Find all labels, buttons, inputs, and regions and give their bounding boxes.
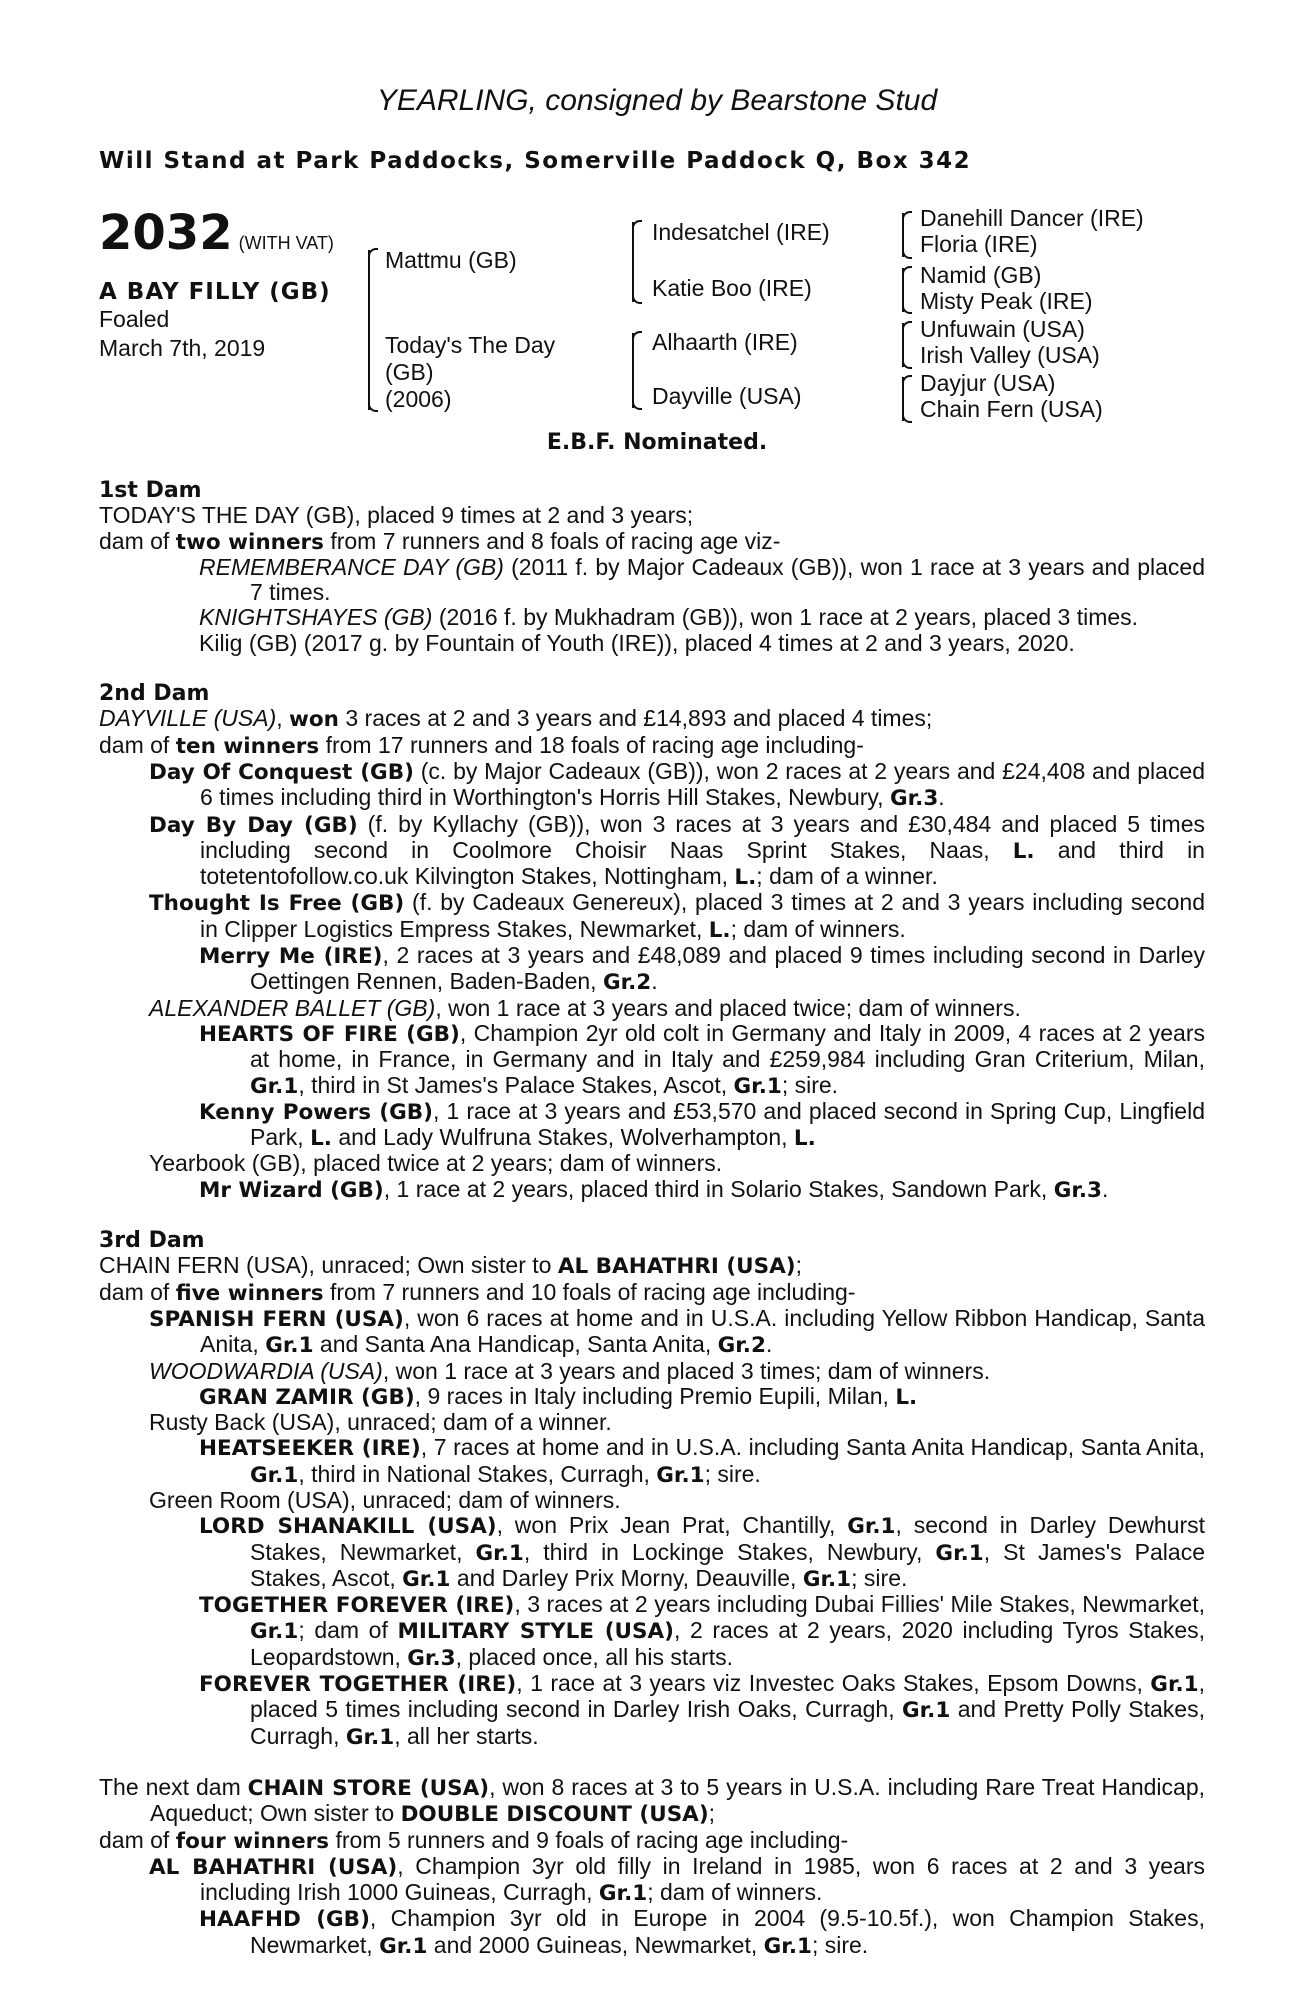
produce-entry: Rusty Back (USA), unraced; dam of a winner.	[149, 1409, 612, 1436]
grade: Gr.1	[902, 1698, 951, 1724]
pedigree-brace-g3	[902, 323, 904, 367]
horse-name: Day Of Conquest (GB)	[149, 759, 414, 785]
produce-entry	[99, 812, 1205, 891]
text-run: from 7 runners and 8 foals of racing age viz-	[323, 527, 781, 554]
foaled-info	[99, 305, 265, 363]
grade: Gr.3	[1053, 1177, 1102, 1203]
pedigree-brace-g1	[902, 213, 904, 257]
produce-entry	[99, 759, 1205, 812]
horse-name: Day By Day (GB)	[149, 812, 358, 838]
grand-produce-entry	[99, 1513, 1205, 1592]
text-run: from 7 runners and 10 foals of racing age including-	[323, 1278, 856, 1305]
text-run: , won 6 races at home and in U.S.A. including Yellow Ribbon Handicap, Santa Anita,	[200, 1304, 1205, 1358]
lot-heading	[99, 205, 334, 261]
grand-produce-entry	[99, 1021, 1205, 1099]
text-run: from 5 runners and 9 foals of racing age including-	[329, 1826, 849, 1853]
text-run: ,	[276, 705, 290, 732]
pedigree-g3: Namid (GB)	[920, 262, 1042, 288]
text-run: , 1 race at 2 years, placed third in Solario Stakes, Sandown Park,	[383, 1175, 1054, 1202]
text-run: .	[765, 1331, 773, 1358]
pedigree-g5: Unfuwain (USA)	[920, 316, 1085, 342]
text-run: ; sire.	[811, 1931, 869, 1958]
second-dam-produce	[99, 733, 1205, 759]
text-run: ;	[795, 1252, 802, 1279]
horse-name: CHAIN STORE (USA)	[247, 1775, 490, 1801]
text-run: , won Prix Jean Prat, Chantilly,	[496, 1512, 848, 1539]
pedigree-dam-sire: Alhaarth (IRE)	[652, 329, 798, 355]
third-dam-line	[99, 1253, 1205, 1279]
pedigree-brace-g4	[902, 377, 904, 421]
horse-name: DOUBLE DISCOUNT (USA)	[400, 1802, 709, 1828]
horse-name: KNIGHTSHAYES (GB)	[199, 604, 433, 631]
pedigree-brace-dam	[632, 333, 634, 408]
grade: Gr.1	[379, 1933, 428, 1959]
second-dam-heading: 2nd Dam	[99, 681, 210, 707]
grade: L.	[310, 1126, 332, 1152]
text-run: , 9 races in Italy including Premio Eupili, Milan,	[414, 1382, 896, 1409]
text-run: ; dam of	[298, 1617, 398, 1644]
text-run: (c. by Major Cadeaux (GB)), won 2 races at 2 years and £24,408 and placed 6 times including third in Worthington's Horris Hill Stakes, Newbury,	[200, 757, 1205, 811]
grand-produce-entry	[99, 1384, 1205, 1410]
text-run: ; dam of winners.	[730, 915, 906, 942]
stand-location: Will Stand at Park Paddocks, Somerville Paddock Q, Box 342	[99, 148, 972, 174]
grand-produce-entry	[99, 1435, 1205, 1488]
horse-name: Kenny Powers (GB)	[199, 1099, 433, 1125]
winners-count: two winners	[175, 529, 324, 555]
pedigree-g1: Danehill Dancer (IRE)	[920, 205, 1144, 231]
grade: Gr.1	[250, 1073, 299, 1099]
grand-produce-entry	[99, 1592, 1205, 1671]
text-run: dam of	[99, 1278, 176, 1305]
text-run: , Champion 3yr old in Europe in 2004 (9.5-10.5f.), won Champion Stakes, Newmarket,	[250, 1905, 1205, 1958]
pedigree-brace-sire	[632, 222, 634, 302]
text-run: , placed once, all his starts.	[455, 1643, 734, 1670]
horse-name: Merry Me (IRE)	[199, 944, 383, 970]
grand-produce-entry	[99, 1671, 1205, 1750]
grade: L.	[793, 1126, 816, 1152]
text-run: ;	[708, 1800, 716, 1827]
grade: Gr.1	[1150, 1672, 1199, 1698]
produce-entry	[99, 996, 1205, 1021]
third-dam-produce	[99, 1280, 1205, 1306]
pedigree-sire-dam: Katie Boo (IRE)	[652, 275, 812, 301]
horse-name: DAYVILLE (USA)	[99, 705, 277, 732]
foaled-label: Foaled	[99, 306, 170, 332]
text-run: , second in Darley Dewhurst Stakes, Newmarket,	[250, 1512, 1205, 1565]
text-run: and Santa Ana Handicap, Santa Anita,	[313, 1331, 718, 1358]
lot-number: 2032	[99, 205, 233, 261]
lot-name: A BAY FILLY (GB)	[99, 279, 331, 305]
vat-note: (WITH VAT)	[238, 233, 334, 253]
pedigree-dam-country: (GB)	[385, 359, 434, 385]
grade: Gr.1	[763, 1933, 812, 1959]
grade: Gr.1	[847, 1514, 896, 1540]
pedigree-dam-dam: Dayville (USA)	[652, 383, 802, 409]
winners-count: ten winners	[175, 733, 320, 759]
grade: Gr.3	[889, 786, 939, 812]
text-run: , 7 races at home and in U.S.A. including Santa Anita Handicap, Santa Anita,	[420, 1434, 1205, 1461]
foaled-date: March 7th, 2019	[99, 335, 266, 361]
grade: Gr.1	[402, 1566, 451, 1592]
grade: Gr.3	[407, 1645, 456, 1671]
text-run: and Lady Wulfruna Stakes, Wolverhampton,	[331, 1124, 794, 1151]
text-run: ; sire.	[781, 1071, 839, 1098]
horse-name: FOREVER TOGETHER (IRE)	[199, 1672, 517, 1698]
text-run: , 2 races at 3 years and £48,089 and placed 9 times including second in Darley Oettingen Rennen, Baden-Baden,	[250, 942, 1205, 995]
pedigree-g8: Chain Fern (USA)	[920, 396, 1103, 422]
text-run: dam of	[99, 1826, 176, 1853]
horse-name: AL BAHATHRI (USA)	[557, 1254, 796, 1280]
grade: Gr.1	[250, 1619, 299, 1645]
text-run: , won 1 race at 3 years and placed 3 times; dam of winners.	[382, 1357, 991, 1384]
catalogue-body	[99, 478, 1205, 1959]
produce-entry	[99, 1359, 1205, 1384]
text-run: (2011 f. by Major Cadeaux (GB)), won 1 race at 3 years and placed 7 times.	[250, 553, 1205, 606]
text-run: , third in National Stakes, Curragh,	[298, 1460, 657, 1487]
horse-name: LORD SHANAKILL (USA)	[199, 1514, 497, 1540]
grade: Gr.1	[733, 1073, 782, 1099]
pedigree-dam	[385, 332, 555, 413]
pedigree-sire: Mattmu (GB)	[385, 247, 517, 273]
horse-name: HAAFHD (GB)	[199, 1907, 370, 1933]
third-dam-heading: 3rd Dam	[99, 1228, 205, 1254]
produce-entry	[99, 605, 1205, 630]
text-run: and Darley Prix Morny, Deauville,	[450, 1564, 803, 1591]
text-run: .	[1102, 1175, 1109, 1202]
grade: L.	[708, 917, 731, 943]
text-run: won	[289, 707, 339, 733]
text-run: (f. by Cadeaux Genereux), placed 3 times at 2 and 3 years including second in Clipper Logistics Empress Stakes, Newmarket,	[200, 889, 1206, 942]
horse-name: Thought Is Free (GB)	[149, 891, 405, 917]
text-run: (f. by Kyllachy (GB)), won 3 races at 3 years and £30,484 and placed 5 times including second in Coolmore Choisir Naas Sprint Stakes, Naas,	[200, 810, 1205, 863]
winners-count: five winners	[175, 1280, 324, 1306]
first-dam-heading: 1st Dam	[99, 478, 202, 503]
grand-produce-entry	[99, 943, 1205, 996]
text-run: dam of	[99, 527, 176, 554]
pedigree-g2: Floria (IRE)	[920, 231, 1038, 257]
text-run: ; dam of winners.	[647, 1879, 823, 1906]
horse-name: HEARTS OF FIRE (GB)	[199, 1021, 460, 1047]
text-run: , 2 races at 2 years, 2020 including Tyros Stakes, Leopardstown,	[250, 1617, 1205, 1670]
produce-entry: Green Room (USA), unraced; dam of winners.	[149, 1486, 621, 1513]
grade: Gr.1	[250, 1462, 299, 1488]
grade: Gr.2	[602, 970, 652, 996]
text-run: ; sire.	[851, 1564, 908, 1591]
grade: Gr.1	[345, 1724, 395, 1750]
pedigree-g7: Dayjur (USA)	[920, 370, 1056, 396]
second-dam-line	[99, 706, 1205, 732]
grade: L.	[734, 865, 757, 891]
produce-entry	[99, 1306, 1205, 1359]
produce-entry	[99, 890, 1205, 943]
text-run: , won 8 races at 3 to 5 years in U.S.A. including Rare Treat Handicap, Aqueduct; Own sister to	[150, 1773, 1206, 1827]
pedigree-dam-year: (2006)	[385, 386, 452, 412]
grade: L.	[895, 1384, 918, 1410]
ebf-nominated: E.B.F. Nominated.	[546, 430, 768, 455]
grade: Gr.1	[475, 1540, 524, 1566]
text-run: from 17 runners and 18 foals of racing age including-	[319, 731, 864, 758]
produce-entry	[99, 1854, 1205, 1907]
produce-entry	[99, 555, 1205, 606]
grand-produce-entry	[99, 1177, 1205, 1203]
text-run: 3 races at 2 and 3 years and £14,893 and placed 4 times;	[338, 705, 933, 732]
text-run: , placed 5 times including second in Darley Irish Oaks, Curragh,	[250, 1670, 1205, 1723]
text-run: .	[651, 968, 658, 995]
next-dam-line	[99, 1775, 1205, 1828]
horse-name: HEATSEEKER (IRE)	[199, 1436, 421, 1462]
horse-name: ALEXANDER BALLET (GB)	[149, 994, 436, 1021]
horse-name: SPANISH FERN (USA)	[149, 1306, 404, 1332]
pedigree-g6: Irish Valley (USA)	[920, 342, 1100, 368]
winners-count: four winners	[175, 1828, 330, 1854]
text-run: , St James's Palace Stakes, Ascot,	[250, 1538, 1205, 1591]
pedigree-brace-main	[368, 250, 370, 410]
pedigree-brace-g2	[902, 268, 904, 312]
grand-produce-entry	[99, 1906, 1205, 1959]
text-run: , Champion 2yr old colt in Germany and Italy in 2009, 4 races at 2 years at home, in France, in Germany and in Italy and £259,984 including Gran Criterium, Milan,	[250, 1019, 1205, 1073]
grade: Gr.1	[265, 1333, 314, 1359]
horse-name: GRAN ZAMIR (GB)	[199, 1384, 415, 1410]
grade: Gr.1	[802, 1566, 852, 1592]
text-run: , 1 race at 3 years viz Investec Oaks Stakes, Epsom Downs,	[516, 1670, 1151, 1697]
horse-name: TOGETHER FOREVER (IRE)	[199, 1593, 515, 1619]
horse-name: AL BAHATHRI (USA)	[149, 1854, 398, 1880]
first-dam-produce	[99, 529, 1205, 555]
pedigree-sire-sire: Indesatchel (IRE)	[652, 219, 830, 245]
text-run: .	[938, 784, 945, 811]
grade: Gr.1	[598, 1881, 648, 1907]
text-run: and Pretty Polly Stakes, Curragh,	[250, 1696, 1205, 1749]
pedigree-dam-name: Today's The Day	[385, 332, 556, 358]
grade: Gr.1	[935, 1540, 984, 1566]
horse-name: REMEMBERANCE DAY (GB)	[199, 553, 504, 580]
text-run: , all her starts.	[394, 1722, 539, 1749]
pedigree-g4: Misty Peak (IRE)	[920, 288, 1093, 314]
text-run: The next dam	[99, 1773, 248, 1800]
grade: L.	[1012, 838, 1035, 864]
text-run: , won 1 race at 3 years and placed twice; dam of winners.	[435, 994, 1021, 1021]
text-run: (2016 f. by Mukhadram (GB)), won 1 race at 2 years, placed 3 times.	[432, 604, 1139, 631]
produce-entry: Kilig (GB) (2017 g. by Fountain of Youth (IRE)), placed 4 times at 2 and 3 years, 2020.	[199, 629, 1075, 656]
text-run: , third in St James's Palace Stakes, Ascot,	[298, 1071, 734, 1098]
text-run: and third in totetentofollow.co.uk Kilvington Stakes, Nottingham,	[200, 836, 1205, 890]
horse-name: MILITARY STYLE (USA)	[397, 1619, 674, 1645]
grade: Gr.1	[656, 1462, 705, 1488]
grade: Gr.2	[717, 1333, 766, 1359]
next-dam-produce	[99, 1828, 1205, 1854]
text-run: , 3 races at 2 years including Dubai Fillies' Mile Stakes, Newmarket,	[514, 1591, 1205, 1618]
text-run: ; dam of a winner.	[756, 863, 938, 890]
text-run: , Champion 3yr old filly in Ireland in 1985, won 6 races at 2 and 3 years including Irish 1000 Guineas, Curragh,	[200, 1852, 1206, 1906]
text-run: ; sire.	[704, 1460, 761, 1487]
text-run: CHAIN FERN (USA), unraced; Own sister to	[99, 1252, 558, 1279]
text-run: , 1 race at 3 years and £53,570 and placed second in Spring Cup, Lingfield Park,	[250, 1097, 1205, 1151]
horse-name: Mr Wizard (GB)	[199, 1177, 384, 1203]
first-dam-line: TODAY'S THE DAY (GB), placed 9 times at 2 and 3 years;	[99, 502, 694, 529]
text-run: dam of	[99, 731, 176, 758]
produce-entry: Yearbook (GB), placed twice at 2 years; dam of winners.	[149, 1150, 723, 1177]
horse-name: WOODWARDIA (USA)	[149, 1357, 383, 1384]
text-run: , third in Lockinge Stakes, Newbury,	[523, 1538, 936, 1565]
grand-produce-entry	[99, 1099, 1205, 1152]
text-run: and 2000 Guineas, Newmarket,	[427, 1931, 764, 1958]
catalogue-header: YEARLING, consigned by Bearstone Stud	[376, 84, 938, 117]
